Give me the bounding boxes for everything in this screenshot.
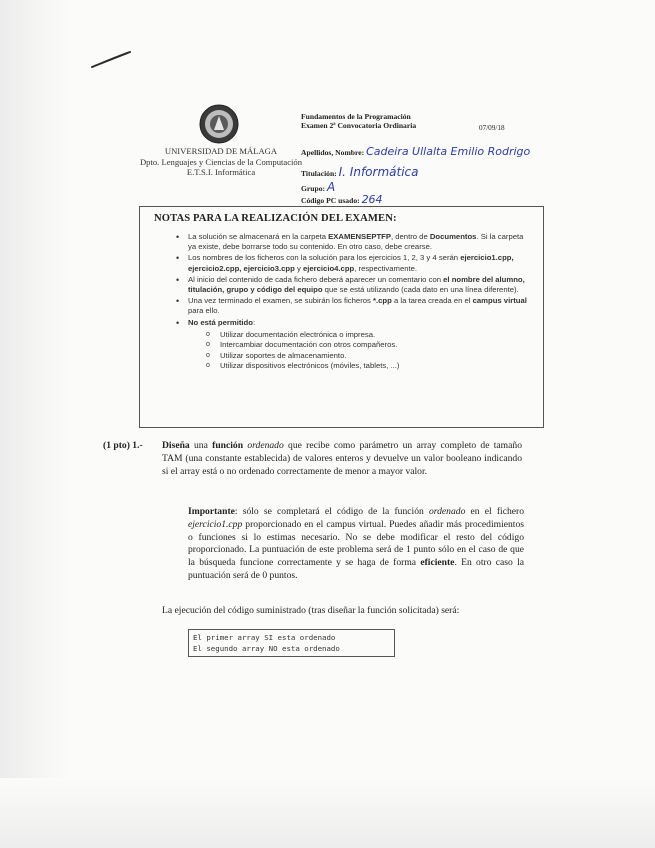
not-allowed-item: o Intercambiar documentación con otros compañeros. — [206, 340, 533, 350]
not-allowed-item: o Utilizar dispositivos electrónicos (móviles, tablets, ...) — [206, 361, 533, 371]
not-allowed-item: o Utilizar soportes de almacenamiento. — [206, 351, 533, 361]
question-1-text: Diseña una función ordenado que recibe como parámetro un array completo de tamaño TAM (una constante establecida) de valores enteros y devuelve un valor booleano indicando si el array está o no ordenado correctamente de menor a mayor valor. — [162, 440, 522, 477]
notes-list — [150, 232, 533, 371]
pc-field — [301, 193, 383, 206]
note-item: • No está permitido: o Utilizar documentación electrónica o impresa. o Intercambiar documentación con otros compañeros. o Utilizar soportes de almacenamiento. o Utilizar dispositivos electrónicos (móviles, tablets, ...) — [176, 318, 533, 372]
output-line: El segundo array NO esta ordenado — [193, 644, 340, 653]
exam-session: Examen 2ª Convocatoria Ordinaria — [301, 121, 417, 131]
scan-edge-bottom — [0, 778, 655, 848]
department-name: Dpto. Lenguajes y Ciencias de la Computación — [139, 156, 303, 167]
note-item: • La solución se almacenará en la carpeta EXAMENSEPTFP, dentro de Documentos. Si la carpeta ya existe, debe borrarse todo su contenido. En otro caso, debe crearse. — [176, 232, 533, 252]
course-title: Fundamentos de la Programación — [301, 112, 411, 121]
name-label: Apellidos, Nombre: — [301, 148, 365, 157]
note-item: • Una vez terminado el examen, se subirán los ficheros *.cpp a la tarea creada en el campus virtual para ello. — [176, 296, 533, 316]
degree-field — [301, 165, 419, 179]
pen-stroke-mark — [90, 48, 132, 70]
name-value: Cadeira Ullalta Emilio Rodrigo — [366, 145, 531, 158]
name-field — [301, 145, 530, 158]
university-block — [112, 146, 330, 178]
execution-caption: La ejecución del código suministrado (tras diseñar la función solicitada) será: — [162, 605, 460, 616]
degree-label: Titulación: — [301, 169, 337, 178]
note-item: • Los nombres de los ficheros con la solución para los ejercicios 1, 2, 3 y 4 serán ejercicio1.cpp, ejercicio2.cpp, ejercicio3.cpp y ejercicio4.cpp, respectivamente. — [176, 253, 533, 273]
exam-date: 07/09/18 — [479, 124, 505, 132]
university-name: UNIVERSIDAD DE MÁLAGA — [164, 146, 278, 156]
group-label: Grupo: — [301, 184, 326, 193]
exam-notes-box — [139, 206, 544, 428]
scan-edge-left — [0, 0, 70, 848]
pc-value: 264 — [361, 193, 383, 206]
degree-value: I. Informática — [338, 165, 419, 179]
notes-title: NOTAS PARA LA REALIZACIÓN DEL EXAMEN: — [154, 213, 397, 224]
group-value: A — [326, 180, 336, 194]
pc-label: Código PC usado: — [301, 196, 360, 205]
program-output-box — [188, 629, 395, 657]
question-1-label: (1 pto) 1.- — [103, 440, 143, 451]
note-item: • Al inicio del contenido de cada fichero deberá aparecer un comentario con el nombre del alumno, titulación, grupo y código del equipo que se está utilizando (cada dato en una línea diferente). — [176, 275, 533, 295]
not-allowed-item: o Utilizar documentación electrónica o impresa. — [206, 330, 533, 340]
group-field — [301, 180, 335, 194]
output-line: El primer array SI esta ordenado — [193, 633, 336, 642]
not-allowed-list — [206, 330, 533, 372]
important-note: Importante: sólo se completará el código de la función ordenado en el fichero ejercicio1.cpp proporcionado en el campus virtual. Puedes añadir más procedimientos o funciones si lo estimas necesario. No se debe modificar el resto del código proporcionado. La puntuación de este problema será de 1 punto sólo en el caso de que la búsqueda funcione correctamente y se haga de forma eficiente. En otro caso la puntuación será de 0 puntos. — [188, 506, 525, 581]
school-name: E.T.S.I. Informática — [186, 167, 256, 178]
university-seal-icon — [198, 103, 240, 145]
